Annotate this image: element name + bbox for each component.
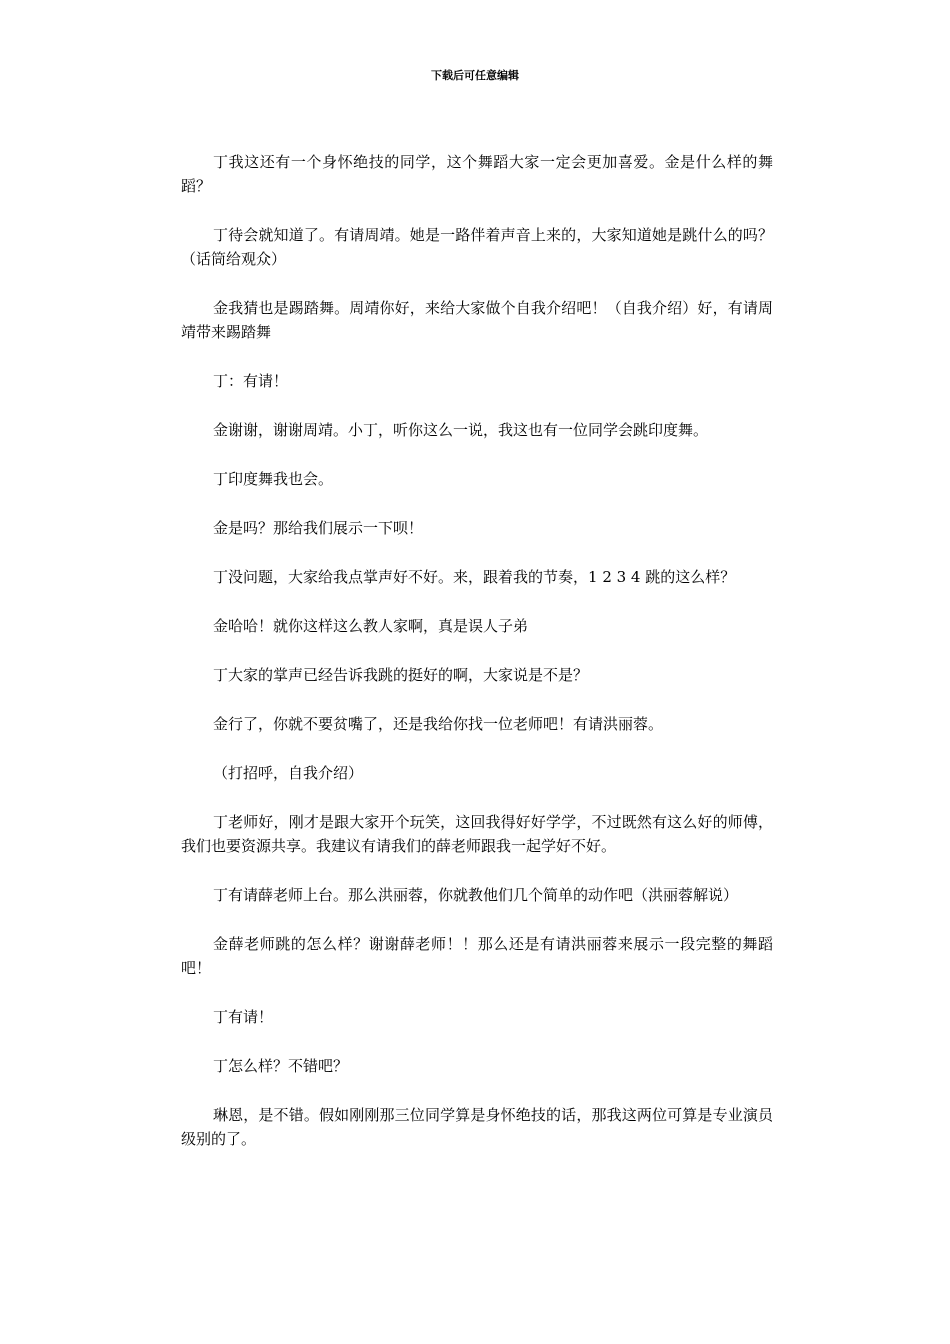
paragraph: 丁待会就知道了。有请周靖。她是一路伴着声音上来的，大家知道她是跳什么的吗？（话筒给观众）: [181, 226, 773, 268]
paragraph: 琳恩，是不错。假如刚刚那三位同学算是身怀绝技的话，那我这两位可算是专业演员级别的了。: [181, 1106, 773, 1148]
paragraph: 丁：有请！: [213, 372, 289, 390]
paragraph: 金薛老师跳的怎么样？谢谢薛老师！！那么还是有请洪丽蓉来展示一段完整的舞蹈吧！: [181, 935, 773, 977]
page-header: 下载后可任意编辑: [431, 69, 519, 82]
paragraph: 丁有请薛老师上台。那么洪丽蓉，你就教他们几个简单的动作吧（洪丽蓉解说）: [213, 886, 739, 904]
paragraph: 丁老师好，刚才是跟大家开个玩笑，这回我得好好学学，不过既然有这么好的师傅，我们也要资源共享。我建议有请我们的薛老师跟我一起学好不好。: [181, 813, 773, 855]
paragraph: 金谢谢，谢谢周靖。小丁，听你这么一说，我这也有一位同学会跳印度舞。: [213, 421, 709, 439]
paragraph: 丁有请！: [213, 1008, 274, 1026]
paragraph: 丁我这还有一个身怀绝技的同学，这个舞蹈大家一定会更加喜爱。金是什么样的舞蹈？: [181, 153, 773, 195]
paragraph: 金是吗？那给我们展示一下呗！: [213, 519, 424, 537]
paragraph: 丁大家的掌声已经告诉我跳的挺好的啊，大家说是不是？: [213, 666, 589, 684]
paragraph: 丁没问题，大家给我点掌声好不好。来，跟着我的节奏，1 2 3 4 跳的这么样？: [213, 568, 736, 586]
paragraph: 金行了，你就不要贫嘴了，还是我给你找一位老师吧！有请洪丽蓉。: [213, 715, 664, 733]
paragraph: 丁印度舞我也会。: [213, 470, 334, 488]
paragraph: 金我猜也是踢踏舞。周靖你好，来给大家做个自我介绍吧！（自我介绍）好，有请周靖带来踢踏舞: [181, 299, 773, 341]
paragraph: 丁怎么样？不错吧？: [213, 1057, 349, 1075]
paragraph: 金哈哈！就你这样这么教人家啊，真是误人子弟: [213, 617, 529, 635]
paragraph: （打招呼，自我介绍）: [213, 764, 364, 782]
document-body: [181, 150, 773, 1176]
